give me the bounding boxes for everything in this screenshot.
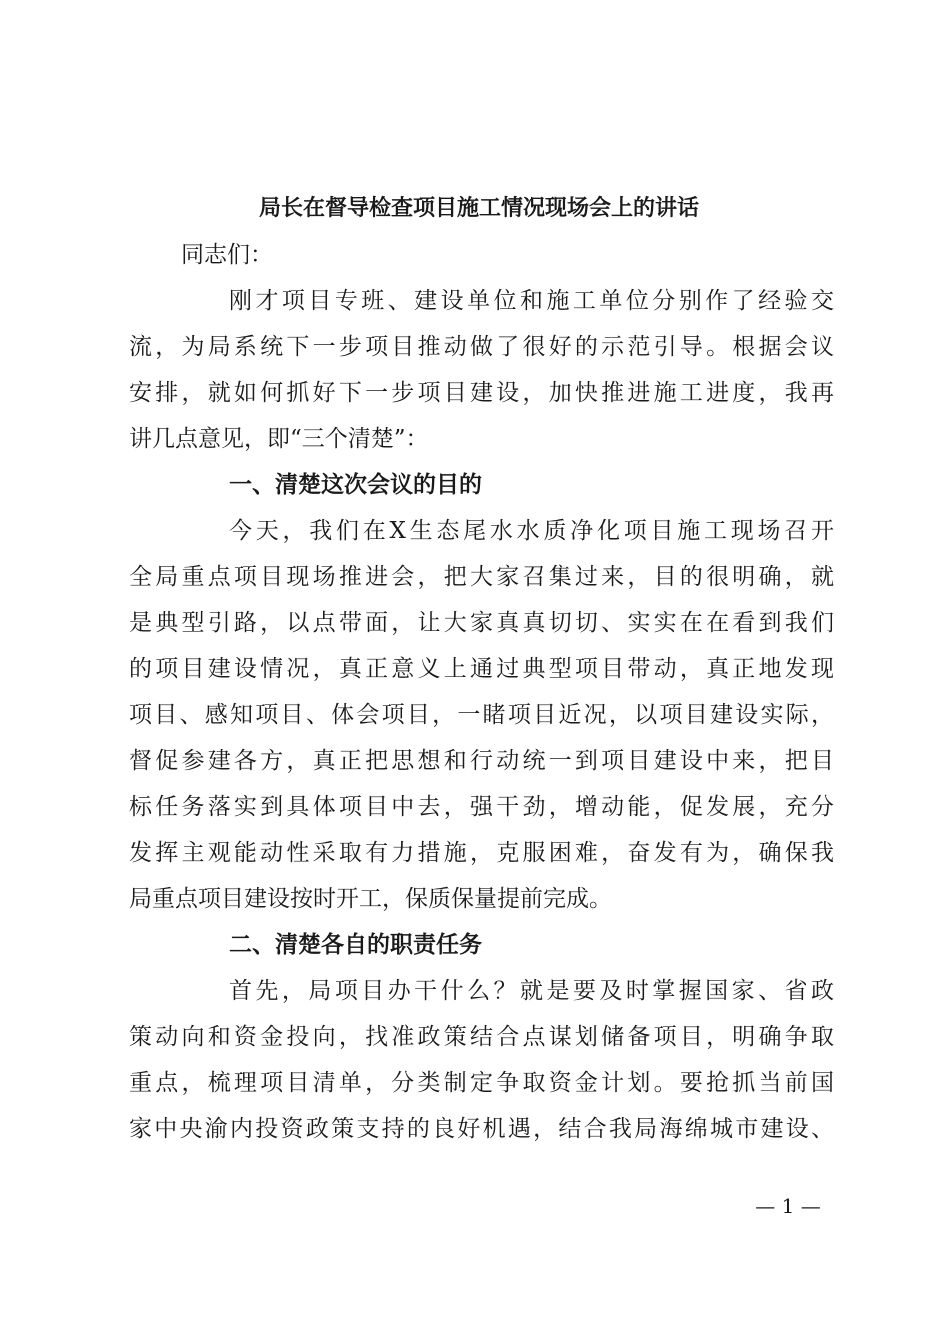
- section1-line: 督促参建各方，真正把思想和行动统一到项目建设中来，把目: [129, 748, 834, 774]
- section2-line: 重点，梳理项目清单，分类制定争取资金计划。要抢抓当前国: [129, 1070, 834, 1096]
- section1-line: 的项目建设情况，真正意义上通过典型项目带动，真正地发现: [129, 656, 834, 682]
- intro-line: 安排，就如何抓好下一步项目建设，加快推进施工进度，我再: [129, 380, 834, 406]
- section2-line: 家中央渝内投资政策支持的良好机遇，结合我局海绵城市建设、: [129, 1116, 834, 1142]
- section1-line: 发挥主观能动性采取有力措施，克服困难，奋发有为，确保我: [129, 840, 834, 866]
- salutation: 同志们：: [181, 242, 273, 268]
- intro-line: 刚才项目专班、建设单位和施工单位分别作了经验交: [229, 288, 834, 314]
- section-heading-2: 二、清楚各自的职责任务: [229, 932, 482, 958]
- section1-line: 局重点项目建设按时开工，保质保量提前完成。: [129, 886, 612, 912]
- section-heading-1: 一、清楚这次会议的目的: [229, 472, 482, 498]
- section1-line: 标任务落实到具体项目中去，强干劲，增动能，促发展，充分: [129, 794, 834, 820]
- document-title: 局长在督导检查项目施工情况现场会上的讲话: [258, 195, 699, 221]
- page-number: — 1 —: [755, 1194, 821, 1218]
- section2-line: 策动向和资金投向，找准政策结合点谋划储备项目，明确争取: [129, 1024, 834, 1050]
- section1-line: 是典型引路，以点带面，让大家真真切切、实实在在看到我们: [129, 610, 834, 636]
- section2-line: 首先，局项目办干什么？就是要及时掌握国家、省政: [229, 978, 834, 1004]
- intro-line: 讲几点意见，即“三个清楚”：: [129, 426, 429, 452]
- section1-line: 全局重点项目现场推进会，把大家召集过来，目的很明确，就: [129, 564, 834, 590]
- section1-line: 项目、感知项目、体会项目，一睹项目近况，以项目建设实际，: [129, 702, 834, 728]
- intro-line: 流，为局系统下一步项目推动做了很好的示范引导。根据会议: [129, 334, 834, 360]
- section1-line: 今天，我们在X生态尾水水质净化项目施工现场召开: [229, 518, 834, 544]
